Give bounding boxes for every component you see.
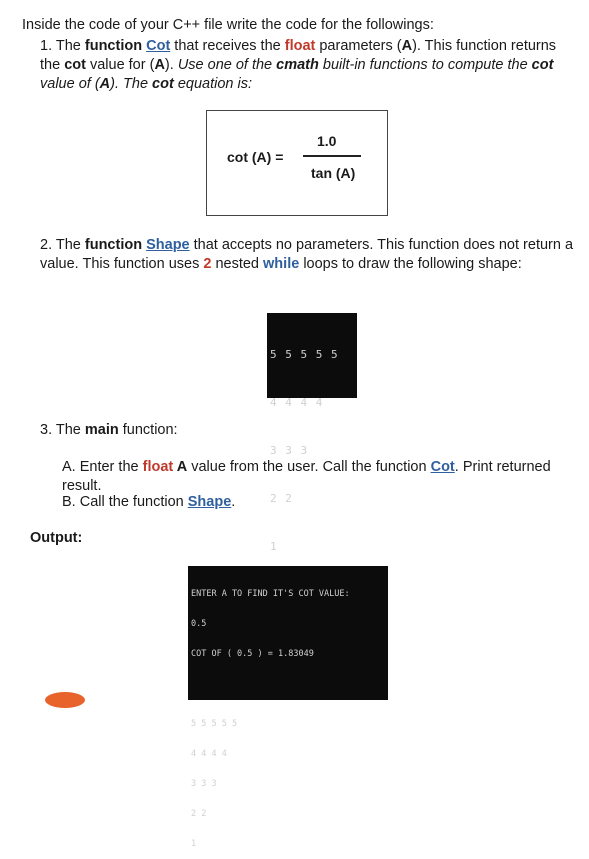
console-shape-line: 2 2: [191, 809, 207, 819]
link-cot[interactable]: Cot: [430, 459, 455, 475]
task-2-number: 2.: [40, 237, 53, 253]
console-prompt: ENTER A TO FIND IT'S COT VALUE:: [191, 589, 350, 599]
text: . Print returned result.: [62, 459, 551, 494]
text: .: [231, 494, 236, 510]
console-shape-line: 1: [191, 839, 197, 849]
text: ). This function returns the: [40, 38, 557, 73]
text: equation is:: [173, 76, 252, 92]
text: The: [55, 237, 85, 253]
keyword-function: function: [84, 237, 143, 253]
keyword-a: A: [401, 38, 413, 54]
keyword-a: A: [173, 459, 188, 475]
shape-line: 4 4 4 4: [270, 396, 324, 409]
subtask-a: [62, 458, 562, 496]
console-input: 0.5: [191, 619, 207, 629]
keyword-while: while: [263, 256, 300, 272]
text: The: [55, 38, 85, 54]
text: Enter the: [75, 459, 143, 475]
output-heading: Output:: [30, 530, 83, 546]
equation-denominator: tan (A): [311, 165, 356, 181]
text: that receives the: [170, 38, 285, 54]
console-result: COT OF ( 0.5 ) = 1.83049: [191, 649, 314, 659]
shape-line: 3 3 3: [270, 444, 309, 457]
console-gap: [191, 679, 388, 699]
link-cot[interactable]: Cot: [146, 38, 171, 54]
equation-lhs: cot (A) =: [227, 149, 284, 165]
shape-console-preview: [267, 313, 357, 553]
text: nested: [211, 256, 264, 272]
text: ). The: [110, 76, 153, 92]
link-shape[interactable]: Shape: [146, 237, 190, 253]
link-shape[interactable]: Shape: [187, 494, 232, 510]
shape-line: 5 5 5 5 5: [270, 348, 339, 361]
task-2: [40, 236, 575, 274]
keyword-cot: cot: [152, 76, 174, 92]
keyword-cmath: cmath: [276, 57, 319, 73]
output-console: [188, 566, 388, 849]
keyword-cot: cot: [64, 57, 86, 73]
task-3-number: 3.: [40, 422, 53, 438]
text: Use one of the: [177, 57, 277, 73]
task-3: [40, 421, 178, 440]
keyword-main: main: [84, 422, 119, 438]
text: value of (: [40, 76, 100, 92]
text: built-in functions to compute the: [318, 57, 532, 73]
keyword-function: function: [84, 38, 143, 54]
text: function:: [118, 422, 178, 438]
keyword-float: float: [284, 38, 316, 54]
orange-shape-decoration: [45, 692, 85, 708]
shape-line: 1: [270, 540, 278, 553]
shape-line: 2 2: [270, 492, 293, 505]
text: loops to draw the following shape:: [299, 256, 522, 272]
subtask-b-label: B.: [62, 494, 76, 510]
keyword-a: A: [154, 57, 165, 73]
text: value from the user. Call the function: [187, 459, 431, 475]
task-1: [40, 37, 570, 94]
text: The: [55, 422, 85, 438]
keyword-2: 2: [203, 256, 212, 272]
keyword-float: float: [142, 459, 174, 475]
intro-text: Inside the code of your C++ file write the code for the followings:: [22, 17, 434, 33]
text: Call the function: [75, 494, 188, 510]
keyword-a: A: [99, 76, 111, 92]
fraction-bar: [303, 155, 361, 157]
text: value for (: [85, 57, 155, 73]
equation-numerator: 1.0: [317, 133, 337, 149]
text: parameters (: [315, 38, 402, 54]
cot-equation-box: [206, 110, 388, 216]
keyword-cot: cot: [531, 57, 554, 73]
console-shape-line: 4 4 4 4: [191, 749, 227, 759]
subtask-b: [62, 493, 235, 512]
console-shape-line: 5 5 5 5 5: [191, 719, 238, 729]
text: that accepts no parameters. This function does not return a value. This function uses: [40, 237, 574, 272]
console-shape-line: 3 3 3: [191, 779, 217, 789]
subtask-a-label: A.: [62, 459, 76, 475]
text: ).: [164, 57, 178, 73]
task-1-number: 1.: [40, 38, 53, 54]
